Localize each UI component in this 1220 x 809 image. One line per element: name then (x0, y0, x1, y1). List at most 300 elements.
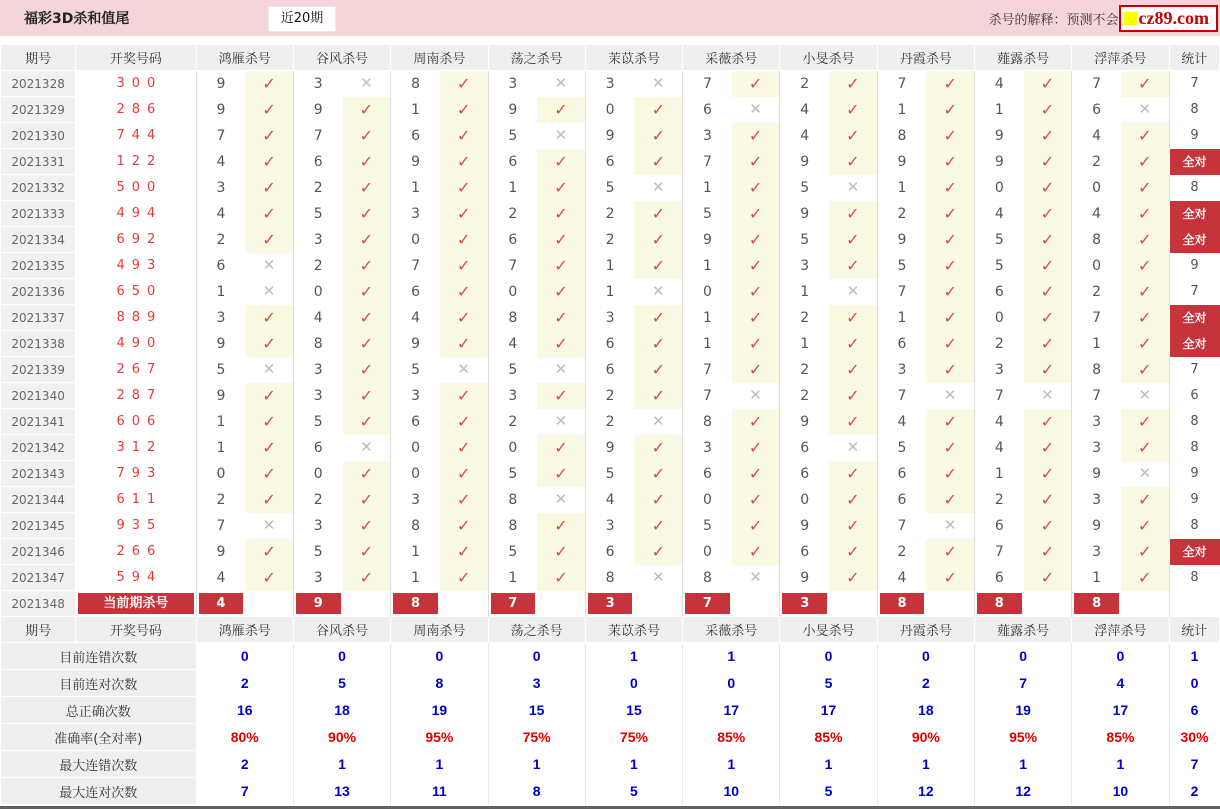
kill-number-cell: 0 (974, 175, 1023, 201)
kill-number-cell: 1 (877, 97, 926, 123)
cross-icon: ✕ (634, 409, 682, 435)
empty-mark-cell (829, 591, 877, 617)
column-header: 期号 (1, 45, 76, 71)
kill-number-cell: 6 (780, 539, 829, 565)
table-row (1, 383, 1220, 409)
cross-icon: ✕ (829, 435, 877, 461)
draw-numbers-cell: 267 (116, 362, 163, 377)
kill-number-cell: 4 (974, 409, 1023, 435)
kill-number-cell: 5 (877, 253, 926, 279)
summary-row (1, 724, 1220, 751)
empty-mark-cell (634, 591, 682, 617)
kill-number-cell: 4 (1072, 123, 1121, 149)
current-kill-cell (391, 591, 440, 617)
check-icon: ✓ (343, 409, 391, 435)
check-icon: ✓ (440, 97, 488, 123)
kill-number-cell: 1 (974, 461, 1023, 487)
check-icon: ✓ (245, 227, 293, 253)
kill-number-cell: 3 (1072, 409, 1121, 435)
check-icon: ✓ (245, 487, 293, 513)
kill-number-cell: 0 (488, 435, 537, 461)
kill-number-cell: 4 (780, 97, 829, 123)
check-icon: ✓ (732, 305, 780, 331)
kill-number-cell: 6 (293, 149, 342, 175)
kill-number-cell: 6 (391, 123, 440, 149)
column-header: 统计 (1169, 45, 1219, 71)
kill-number-cell: 0 (293, 461, 342, 487)
cross-icon: ✕ (343, 435, 391, 461)
kill-number-cell: 2 (780, 71, 829, 97)
stat-cell: 9 (1169, 487, 1219, 513)
check-icon: ✓ (829, 97, 877, 123)
current-period-row (1, 591, 1220, 617)
current-label-cell (76, 591, 196, 617)
kill-number-cell: 2 (585, 227, 634, 253)
check-icon: ✓ (732, 513, 780, 539)
kill-number-cell: 9 (877, 227, 926, 253)
kill-number-cell: 2 (488, 201, 537, 227)
column-header: 采薇杀号 (683, 45, 780, 71)
check-icon: ✓ (926, 331, 974, 357)
summary-value: 1 (974, 751, 1071, 778)
kill-number-cell: 4 (974, 71, 1023, 97)
draw-numbers-cell: 889 (116, 310, 163, 325)
kill-number-cell: 1 (196, 409, 245, 435)
header-row (1, 617, 1220, 643)
check-icon: ✓ (343, 201, 391, 227)
check-icon: ✓ (1121, 435, 1169, 461)
stat-cell: 7 (1169, 279, 1219, 305)
stat-cell: 8 (1169, 97, 1219, 123)
check-icon: ✓ (1024, 123, 1072, 149)
site-logo[interactable] (1119, 5, 1218, 32)
check-icon: ✓ (829, 539, 877, 565)
empty-mark-cell (245, 591, 293, 617)
check-icon: ✓ (926, 487, 974, 513)
kill-number-cell: 6 (488, 227, 537, 253)
period-cell: 2021339 (1, 357, 76, 383)
check-icon: ✓ (829, 123, 877, 149)
summary-value: 0 (1072, 643, 1169, 670)
check-icon: ✓ (829, 565, 877, 591)
check-icon: ✓ (1024, 539, 1072, 565)
check-icon: ✓ (440, 175, 488, 201)
check-icon: ✓ (537, 435, 585, 461)
cross-icon: ✕ (1121, 461, 1169, 487)
kill-number-cell: 5 (974, 227, 1023, 253)
kill-number-cell: 5 (877, 435, 926, 461)
stat-cell: 9 (1169, 461, 1219, 487)
check-icon: ✓ (829, 487, 877, 513)
check-icon: ✓ (440, 383, 488, 409)
kill-number-cell: 9 (196, 97, 245, 123)
draw-numbers-cell: 300 (116, 76, 163, 92)
check-icon: ✓ (440, 279, 488, 305)
check-icon: ✓ (440, 123, 488, 149)
kill-number-cell: 2 (877, 539, 926, 565)
kill-number-cell: 5 (391, 357, 440, 383)
kill-number-cell: 1 (877, 175, 926, 201)
check-icon: ✓ (537, 383, 585, 409)
summary-value: 0 (293, 643, 390, 670)
current-kill-cell (877, 591, 926, 617)
summary-label: 最大连对次数 (1, 778, 197, 805)
empty-mark-cell (926, 591, 974, 617)
summary-label: 最大连错次数 (1, 751, 197, 778)
kill-number-cell: 9 (877, 149, 926, 175)
column-header: 周南杀号 (391, 617, 488, 643)
check-icon: ✓ (440, 435, 488, 461)
check-icon: ✓ (245, 539, 293, 565)
period-cell: 2021336 (1, 279, 76, 305)
check-icon: ✓ (634, 123, 682, 149)
cross-icon: ✕ (732, 97, 780, 123)
kill-number-cell: 9 (196, 331, 245, 357)
summary-value: 0 (780, 643, 877, 670)
tab-recent-20[interactable]: 近20期 (268, 6, 336, 32)
summary-value: 0 (585, 670, 682, 697)
kill-number-cell: 0 (391, 461, 440, 487)
summary-value: 13 (293, 778, 390, 805)
check-icon: ✓ (732, 149, 780, 175)
check-icon: ✓ (634, 487, 682, 513)
kill-number-cell: 2 (293, 175, 342, 201)
kill-number-cell: 0 (391, 435, 440, 461)
table-row (1, 331, 1220, 357)
kill-number-cell: 4 (1072, 201, 1121, 227)
kill-number-cell: 6 (391, 409, 440, 435)
kill-number-cell: 7 (683, 383, 732, 409)
current-kill-cell (780, 591, 829, 617)
all-correct-badge: 全对 (1169, 539, 1219, 565)
summary-value: 16 (196, 697, 293, 724)
check-icon: ✓ (829, 513, 877, 539)
summary-value: 1 (293, 751, 390, 778)
table-row (1, 279, 1220, 305)
kill-number-cell: 9 (1072, 461, 1121, 487)
check-icon: ✓ (1024, 201, 1072, 227)
stat-cell: 8 (1169, 175, 1219, 201)
empty-mark-cell (1121, 591, 1169, 617)
check-icon: ✓ (926, 97, 974, 123)
cross-icon: ✕ (245, 253, 293, 279)
kill-number-cell: 7 (877, 279, 926, 305)
kill-number-cell: 0 (1072, 253, 1121, 279)
check-icon: ✓ (829, 227, 877, 253)
draw-numbers-cell: 611 (116, 492, 163, 507)
cross-icon: ✕ (245, 357, 293, 383)
column-header: 荡之杀号 (488, 617, 585, 643)
kill-number-cell: 7 (974, 383, 1023, 409)
cross-icon: ✕ (537, 357, 585, 383)
summary-value: 1 (683, 643, 780, 670)
kill-number-cell: 5 (293, 539, 342, 565)
current-kill-number: 8 (880, 593, 925, 614)
check-icon: ✓ (634, 227, 682, 253)
empty-mark-cell (343, 591, 391, 617)
kill-number-cell: 2 (974, 331, 1023, 357)
check-icon: ✓ (537, 565, 585, 591)
kill-number-cell: 1 (1072, 565, 1121, 591)
period-cell: 2021333 (1, 201, 76, 227)
check-icon: ✓ (537, 331, 585, 357)
kill-number-cell: 3 (488, 71, 537, 97)
current-kill-cell (585, 591, 634, 617)
kill-number-cell: 7 (293, 123, 342, 149)
check-icon: ✓ (1024, 71, 1072, 97)
check-icon: ✓ (537, 149, 585, 175)
cross-icon: ✕ (343, 71, 391, 97)
check-icon: ✓ (732, 71, 780, 97)
kill-number-cell: 5 (585, 461, 634, 487)
kill-number-cell: 8 (585, 565, 634, 591)
kill-number-cell: 1 (391, 175, 440, 201)
topbar (0, 0, 1220, 36)
cross-icon: ✕ (829, 175, 877, 201)
summary-value: 85% (1072, 724, 1169, 751)
check-icon: ✓ (732, 461, 780, 487)
check-icon: ✓ (732, 201, 780, 227)
check-icon: ✓ (926, 409, 974, 435)
check-icon: ✓ (1024, 565, 1072, 591)
check-icon: ✓ (1024, 149, 1072, 175)
draw-numbers-cell: 266 (116, 544, 163, 559)
kill-number-cell: 1 (683, 331, 732, 357)
check-icon: ✓ (245, 565, 293, 591)
kill-number-cell: 4 (196, 201, 245, 227)
table-row (1, 513, 1220, 539)
kill-number-cell: 1 (683, 253, 732, 279)
check-icon: ✓ (440, 253, 488, 279)
current-kill-number: 3 (588, 593, 633, 614)
kill-number-cell: 7 (877, 513, 926, 539)
period-cell: 2021343 (1, 461, 76, 487)
check-icon: ✓ (1024, 305, 1072, 331)
summary-value: 1 (1072, 751, 1169, 778)
all-correct-badge: 全对 (1169, 149, 1219, 175)
summary-value: 85% (780, 724, 877, 751)
check-icon: ✓ (343, 357, 391, 383)
summary-value: 1 (1169, 643, 1219, 670)
kill-number-cell: 9 (780, 409, 829, 435)
summary-value: 17 (780, 697, 877, 724)
kill-number-cell: 6 (974, 513, 1023, 539)
summary-value: 2 (196, 751, 293, 778)
check-icon: ✓ (1121, 175, 1169, 201)
summary-value: 80% (196, 724, 293, 751)
check-icon: ✓ (1121, 331, 1169, 357)
summary-value: 7 (196, 778, 293, 805)
check-icon: ✓ (1121, 539, 1169, 565)
check-icon: ✓ (1121, 149, 1169, 175)
kill-number-cell: 9 (488, 97, 537, 123)
summary-value: 1 (683, 751, 780, 778)
kill-number-cell: 4 (293, 305, 342, 331)
summary-value: 3 (488, 670, 585, 697)
page-title: 福彩3D杀和值尾 (24, 11, 130, 27)
check-icon: ✓ (829, 357, 877, 383)
kill-number-cell: 7 (974, 539, 1023, 565)
summary-value: 95% (391, 724, 488, 751)
column-header: 期号 (1, 617, 76, 643)
summary-value: 5 (293, 670, 390, 697)
kill-number-cell: 6 (585, 357, 634, 383)
check-icon: ✓ (634, 513, 682, 539)
summary-value: 1 (877, 751, 974, 778)
summary-value: 0 (974, 643, 1071, 670)
kill-number-cell: 8 (683, 409, 732, 435)
column-header: 谷风杀号 (293, 45, 390, 71)
check-icon: ✓ (440, 149, 488, 175)
kill-number-cell: 3 (293, 565, 342, 591)
check-icon: ✓ (343, 227, 391, 253)
check-icon: ✓ (343, 253, 391, 279)
check-icon: ✓ (634, 461, 682, 487)
cross-icon: ✕ (634, 71, 682, 97)
kill-number-cell: 3 (391, 383, 440, 409)
check-icon: ✓ (1024, 279, 1072, 305)
kill-number-cell: 8 (488, 513, 537, 539)
stat-cell: 9 (1169, 123, 1219, 149)
kill-number-cell: 6 (585, 331, 634, 357)
kill-number-cell: 3 (391, 201, 440, 227)
column-header: 薤露杀号 (974, 617, 1071, 643)
cross-icon: ✕ (634, 175, 682, 201)
check-icon: ✓ (1121, 487, 1169, 513)
kill-number-cell: 9 (585, 123, 634, 149)
kill-number-cell: 0 (585, 97, 634, 123)
kill-explain-note: 杀号的解释：预测不会 (988, 12, 1119, 28)
kill-number-cell: 1 (780, 279, 829, 305)
all-correct-badge: 全对 (1169, 331, 1219, 357)
check-icon: ✓ (1024, 461, 1072, 487)
summary-value: 4 (1072, 670, 1169, 697)
kill-number-cell: 5 (488, 357, 537, 383)
table-row (1, 305, 1220, 331)
column-header: 丹霞杀号 (877, 617, 974, 643)
table-row (1, 357, 1220, 383)
kill-number-cell: 1 (585, 253, 634, 279)
empty-mark-cell (440, 591, 488, 617)
summary-value: 2 (196, 670, 293, 697)
check-icon: ✓ (343, 331, 391, 357)
period-cell: 2021345 (1, 513, 76, 539)
check-icon: ✓ (343, 487, 391, 513)
summary-value: 5 (585, 778, 682, 805)
current-kill-number: 7 (491, 593, 536, 614)
cross-icon: ✕ (829, 279, 877, 305)
check-icon: ✓ (1121, 357, 1169, 383)
check-icon: ✓ (440, 331, 488, 357)
check-icon: ✓ (926, 279, 974, 305)
kill-number-cell: 0 (391, 227, 440, 253)
check-icon: ✓ (829, 461, 877, 487)
summary-value: 8 (488, 778, 585, 805)
check-icon: ✓ (634, 253, 682, 279)
kill-number-cell: 5 (196, 357, 245, 383)
table-row (1, 487, 1220, 513)
cross-icon: ✕ (245, 513, 293, 539)
header-row (1, 45, 1220, 71)
kill-number-cell: 3 (780, 253, 829, 279)
check-icon: ✓ (732, 253, 780, 279)
kill-number-cell: 1 (1072, 331, 1121, 357)
draw-numbers-cell: 500 (116, 180, 163, 195)
column-header: 荡之杀号 (488, 45, 585, 71)
summary-value: 18 (877, 697, 974, 724)
check-icon: ✓ (926, 435, 974, 461)
kill-number-cell: 3 (196, 175, 245, 201)
summary-value: 1 (585, 751, 682, 778)
summary-value: 90% (293, 724, 390, 751)
check-icon: ✓ (1121, 123, 1169, 149)
table-row (1, 539, 1220, 565)
kill-number-cell: 9 (974, 123, 1023, 149)
summary-value: 1 (780, 751, 877, 778)
kill-number-cell: 6 (877, 331, 926, 357)
summary-value: 17 (683, 697, 780, 724)
current-kill-cell (488, 591, 537, 617)
column-header: 统计 (1169, 617, 1219, 643)
stat-cell: 8 (1169, 435, 1219, 461)
kill-number-cell: 7 (488, 253, 537, 279)
kill-number-cell: 0 (196, 461, 245, 487)
check-icon: ✓ (537, 253, 585, 279)
kill-number-cell: 3 (1072, 539, 1121, 565)
kill-number-cell: 4 (488, 331, 537, 357)
check-icon: ✓ (343, 175, 391, 201)
kill-number-cell: 2 (1072, 149, 1121, 175)
period-cell: 2021332 (1, 175, 76, 201)
kill-number-cell: 5 (780, 175, 829, 201)
kill-number-cell: 9 (780, 513, 829, 539)
current-kill-cell (196, 591, 245, 617)
summary-value: 0 (488, 643, 585, 670)
draw-numbers-cell: 650 (116, 284, 163, 299)
kill-number-cell: 5 (293, 409, 342, 435)
kill-number-cell: 8 (488, 305, 537, 331)
summary-value: 0 (877, 643, 974, 670)
current-kill-number: 8 (393, 593, 438, 614)
kill-number-cell: 1 (391, 565, 440, 591)
check-icon: ✓ (634, 539, 682, 565)
check-icon: ✓ (829, 409, 877, 435)
check-icon: ✓ (1024, 175, 1072, 201)
kill-number-cell: 5 (585, 175, 634, 201)
stat-cell: 8 (1169, 513, 1219, 539)
period-cell: 2021337 (1, 305, 76, 331)
kill-number-cell: 5 (974, 253, 1023, 279)
stat-cell: 8 (1169, 409, 1219, 435)
table-row (1, 461, 1220, 487)
summary-value: 15 (488, 697, 585, 724)
summary-value: 19 (391, 697, 488, 724)
kill-number-cell: 4 (877, 409, 926, 435)
kill-number-cell: 2 (877, 201, 926, 227)
kill-number-cell: 7 (683, 71, 732, 97)
kill-number-cell: 4 (196, 565, 245, 591)
check-icon: ✓ (245, 383, 293, 409)
draw-numbers-cell: 935 (116, 518, 163, 533)
period-cell: 2021331 (1, 149, 76, 175)
cross-icon: ✕ (1121, 383, 1169, 409)
kill-number-cell: 8 (1072, 357, 1121, 383)
check-icon: ✓ (537, 461, 585, 487)
check-icon: ✓ (1121, 279, 1169, 305)
kill-number-cell: 9 (780, 565, 829, 591)
summary-value: 75% (585, 724, 682, 751)
kill-number-cell: 8 (488, 487, 537, 513)
